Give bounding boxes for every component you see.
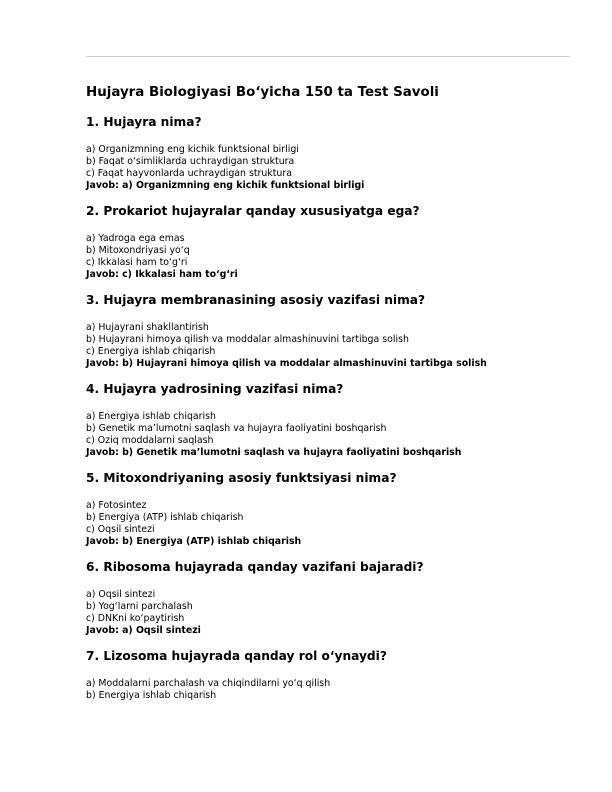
answer-line: Javob: c) Ikkalasi ham to‘g‘ri [86, 269, 238, 280]
option-a: a) Hujayrani shakllantirish [86, 322, 209, 333]
option-b: b) Energiya (ATP) ishlab chiqarish [86, 512, 244, 523]
question-heading: 3. Hujayra membranasining asosiy vazifasi nima? [86, 293, 426, 307]
option-list [86, 678, 586, 702]
option-list [86, 589, 586, 625]
question-2 [86, 204, 586, 281]
answer-line: Javob: b) Genetik ma’lumotni saqlash va hujayra faoliyatini boshqarish [86, 447, 462, 458]
question-heading: 4. Hujayra yadrosining vazifasi nima? [86, 382, 344, 396]
option-list [86, 144, 586, 180]
question-heading: 7. Lizosoma hujayrada qanday rol o‘ynaydi? [86, 649, 387, 663]
document-title: Hujayra Biologiyasi Bo‘yicha 150 ta Test Savoli [86, 85, 439, 100]
question-4 [86, 382, 586, 459]
answer-line: Javob: b) Energiya (ATP) ishlab chiqarish [86, 536, 302, 547]
option-b: b) Yog‘larni parchalash [86, 601, 193, 612]
option-c: c) Faqat hayvonlarda uchraydigan struktura [86, 168, 292, 179]
option-b: b) Genetik ma’lumotni saqlash va hujayra faoliyatini boshqarish [86, 423, 387, 434]
question-7 [86, 649, 586, 702]
option-a: a) Oqsil sintezi [86, 589, 156, 600]
document-body [86, 84, 586, 714]
question-heading: 1. Hujayra nima? [86, 115, 202, 129]
question-heading: 5. Mitoxondriyaning asosiy funktsiyasi nima? [86, 471, 397, 485]
option-list [86, 411, 586, 447]
option-a: a) Moddalarni parchalash va chiqindilarni yo‘q qilish [86, 678, 331, 689]
option-c: c) Energiya ishlab chiqarish [86, 346, 216, 357]
answer-line: Javob: b) Hujayrani himoya qilish va moddalar almashinuvini tartibga solish [86, 358, 487, 369]
option-a: a) Organizmning eng kichik funktsional birligi [86, 144, 299, 155]
question-3 [86, 293, 586, 370]
question-6 [86, 560, 586, 637]
option-b: b) Hujayrani himoya qilish va moddalar almashinuvini tartibga solish [86, 334, 409, 345]
option-a: a) Energiya ishlab chiqarish [86, 411, 216, 422]
question-heading: 6. Ribosoma hujayrada qanday vazifani bajaradi? [86, 560, 424, 574]
answer-line: Javob: a) Oqsil sintezi [86, 625, 201, 636]
question-heading: 2. Prokariot hujayralar qanday xususiyatga ega? [86, 204, 420, 218]
option-c: c) Oziq moddalarni saqlash [86, 435, 214, 446]
option-b: b) Mitoxondriyasi yo‘q [86, 245, 190, 256]
option-b: b) Faqat o‘simliklarda uchraydigan struktura [86, 156, 295, 167]
header-divider [86, 56, 570, 57]
option-a: a) Yadroga ega emas [86, 233, 185, 244]
answer-line: Javob: a) Organizmning eng kichik funktsional birligi [86, 180, 365, 191]
option-b: b) Energiya ishlab chiqarish [86, 690, 217, 701]
option-a: a) Fotosintez [86, 500, 147, 511]
option-list [86, 500, 586, 536]
question-5 [86, 471, 586, 548]
option-c: c) DNKni ko‘paytirish [86, 613, 185, 624]
option-list [86, 233, 586, 269]
option-list [86, 322, 586, 358]
option-c: c) Ikkalasi ham to‘g‘ri [86, 257, 188, 268]
question-1 [86, 115, 586, 192]
option-c: c) Oqsil sintezi [86, 524, 155, 535]
